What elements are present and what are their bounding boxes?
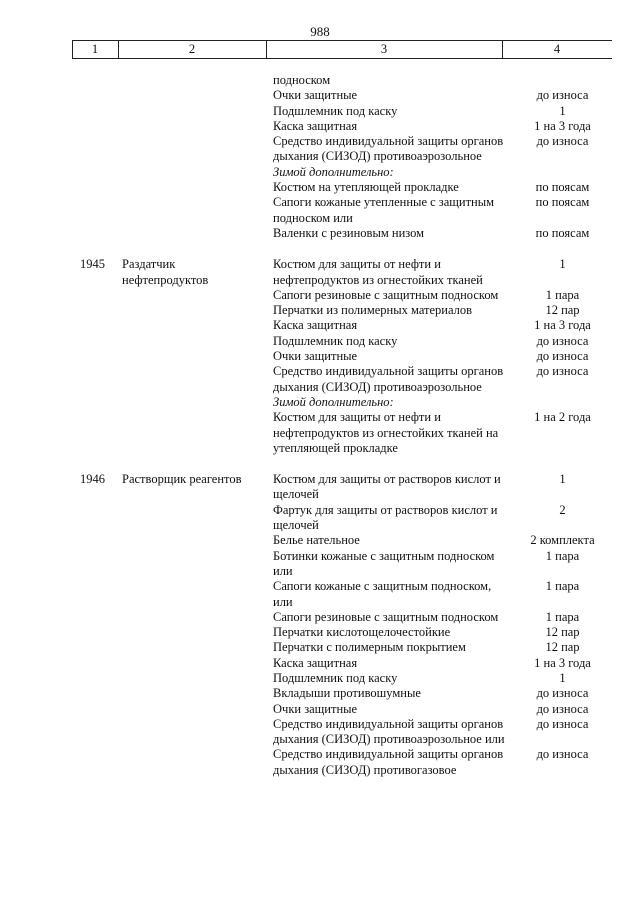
profession-name: Растворщик реагентов — [122, 472, 242, 487]
item-quantity: 12 пар — [545, 640, 580, 655]
item-name: Подшлемник под каску — [273, 103, 398, 118]
item-quantity: 1 пара — [545, 548, 580, 563]
item-name: Средство индивидуальной защиты органов дыхания (СИЗОД) противоаэрозольное — [273, 364, 504, 394]
list-item — [0, 364, 640, 395]
page-number: 988 — [310, 24, 330, 39]
item-name: Сапоги кожаные с защитным подноском, или — [273, 579, 492, 609]
list-item — [0, 165, 640, 180]
item-name: Костюм для защиты от растворов кислот и щелочей — [273, 472, 501, 502]
list-item — [0, 610, 640, 625]
table-body — [0, 73, 640, 794]
item-name: Костюм на утепляющей прокладке — [273, 180, 459, 195]
list-item — [0, 625, 640, 640]
item-name: Очки защитные — [273, 701, 358, 716]
list-item — [0, 318, 640, 333]
list-item — [0, 717, 640, 748]
item-quantity: 1 на 3 года — [534, 318, 591, 333]
item-name: Каска защитная — [273, 118, 358, 133]
item-quantity: 2 — [559, 502, 566, 517]
list-item — [0, 195, 640, 226]
item-name: Подшлемник под каску — [273, 670, 398, 685]
item-name: Зимой дополнительно: — [273, 164, 394, 179]
item-name: Сапоги резиновые с защитным подноском — [273, 609, 499, 624]
item-quantity: до износа — [536, 716, 589, 731]
item-name: Очки защитные — [273, 88, 358, 103]
list-item — [0, 134, 640, 165]
list-item — [0, 579, 640, 610]
item-name: Средство индивидуальной защиты органов дыхания (СИЗОД) противоаэрозольное — [273, 134, 504, 164]
item-quantity: до износа — [536, 349, 589, 364]
item-quantity: 12 пар — [545, 303, 580, 318]
table-row — [0, 257, 640, 456]
item-quantity: до износа — [536, 134, 589, 149]
list-item — [0, 533, 640, 548]
item-quantity: по поясам — [535, 180, 590, 195]
column-header-4: 4 — [553, 42, 561, 56]
row-number: 1946 — [80, 472, 105, 487]
item-quantity: 1 пара — [545, 609, 580, 624]
list-item — [0, 88, 640, 103]
item-name: Валенки с резиновым низом — [273, 225, 425, 240]
list-item — [0, 180, 640, 195]
item-name: подноском — [273, 73, 331, 87]
item-name: Сапоги резиновые с защитным подноском — [273, 287, 499, 302]
list-item — [0, 303, 640, 318]
table-row — [0, 73, 640, 241]
column-header-3: 3 — [380, 42, 388, 56]
column-header-row — [72, 40, 612, 59]
item-quantity: 1 — [559, 670, 566, 685]
list-item — [0, 395, 640, 410]
column-header-2: 2 — [188, 42, 196, 56]
item-name: Фартук для защиты от растворов кислот и щелочей — [273, 502, 498, 533]
row-number: 1945 — [80, 257, 105, 272]
list-item — [0, 257, 640, 288]
item-name: Вкладыши противошумные — [273, 686, 421, 701]
list-item — [0, 410, 640, 456]
item-quantity: до износа — [536, 747, 589, 762]
item-name: Перчатки с полимерным покрытием — [273, 640, 466, 655]
item-name: Зимой дополнительно: — [273, 394, 394, 409]
item-quantity: до износа — [536, 686, 589, 701]
list-item — [0, 503, 640, 534]
item-name: Перчатки кислотощелочестойкие — [273, 625, 451, 640]
table-row — [0, 472, 640, 778]
item-name: Средство индивидуальной защиты органов дыхания (СИЗОД) противоаэрозольное или — [273, 716, 505, 747]
item-name: Костюм для защиты от нефти и нефтепродуктов из огнестойких тканей на утепляющей прокладке — [273, 410, 499, 455]
item-name: Каска защитная — [273, 318, 358, 333]
item-quantity: 12 пар — [545, 625, 580, 640]
item-name: Перчатки из полимерных материалов — [273, 303, 473, 318]
item-quantity: по поясам — [535, 195, 590, 210]
list-item — [0, 104, 640, 119]
list-item — [0, 671, 640, 686]
item-quantity: 1 — [559, 472, 566, 487]
item-quantity: 1 пара — [545, 287, 580, 302]
list-item — [0, 640, 640, 655]
item-name: Костюм для защиты от нефти и нефтепродуктов из огнестойких тканей — [273, 257, 483, 287]
item-quantity: 1 на 2 года — [534, 410, 591, 425]
list-item — [0, 288, 640, 303]
list-item — [0, 702, 640, 717]
list-item — [0, 226, 640, 241]
list-item — [0, 349, 640, 364]
item-quantity: до износа — [536, 364, 589, 379]
list-item — [0, 73, 640, 88]
list-item — [0, 686, 640, 701]
item-quantity: до износа — [536, 701, 589, 716]
item-name: Очки защитные — [273, 349, 358, 364]
item-name: Ботинки кожаные с защитным подноском или — [273, 548, 495, 578]
list-item — [0, 656, 640, 671]
column-header-1: 1 — [91, 42, 99, 56]
list-item — [0, 119, 640, 134]
item-name: Сапоги кожаные утепленные с защитным подноском или — [273, 195, 495, 225]
list-item — [0, 747, 640, 778]
profession-name: Раздатчик нефтепродуктов — [122, 257, 209, 287]
item-quantity: 1 — [559, 257, 566, 272]
item-quantity: 1 — [559, 103, 566, 118]
item-name: Подшлемник под каску — [273, 333, 398, 348]
item-quantity: 1 на 3 года — [534, 118, 591, 133]
item-quantity: 1 пара — [545, 579, 580, 594]
item-quantity: по поясам — [535, 225, 590, 240]
item-name: Средство индивидуальной защиты органов дыхания (СИЗОД) противогазовое — [273, 747, 504, 777]
item-quantity: до износа — [536, 333, 589, 348]
item-name: Белье нательное — [273, 533, 360, 548]
list-item — [0, 549, 640, 580]
list-item — [0, 472, 640, 503]
item-quantity: 2 комплекта — [530, 533, 595, 548]
item-quantity: до износа — [536, 88, 589, 103]
item-quantity: 1 на 3 года — [534, 655, 591, 670]
list-item — [0, 334, 640, 349]
item-name: Каска защитная — [273, 655, 358, 670]
